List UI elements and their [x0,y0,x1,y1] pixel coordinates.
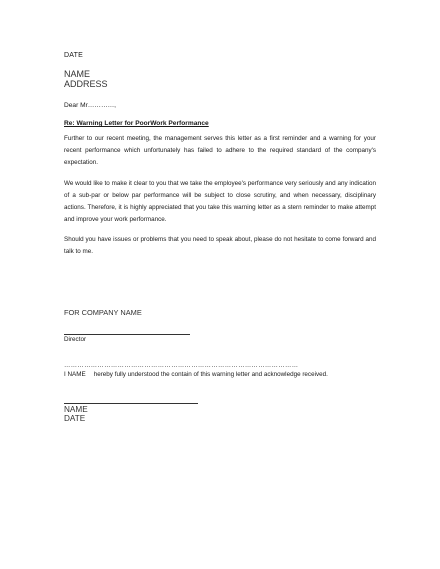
director-signature-line [64,334,190,335]
salutation: Dear Mr…………, [64,102,117,109]
body-paragraph-3: Should you have issues or problems that you need to speak about, please do not hesitate to come forward and talk to me. [64,236,376,256]
acknowledgement-dotted-line: …………………………………………………………………………………………… [64,362,299,369]
body-paragraph-2: We would like to make it clear to you that we take the employee's performance very seriously and any indication of a sub-par or below par performance will be subject to close scrutiny, and when necessary, disciplinary actions. Therefore, it is highly appreciated that you take this warning letter as a stern reminder to make attempt and improve your work performance. [64,180,376,224]
acknowledgement-name-label: I NAME [64,371,86,378]
employee-name: NAME [64,405,88,414]
body-paragraph-1: Further to our recent meeting, the management serves this letter as a first reminder and a warning for your recent performance which unfortunately has failed to adhere to the required standard of the company's expectation. [64,135,376,167]
recipient-block [64,69,108,89]
company-name: FOR COMPANY NAME [64,308,142,317]
employee-signature-block [64,405,88,424]
acknowledgement-statement [64,371,328,378]
signer-title: Director [64,336,87,343]
recipient-name: NAME [64,69,91,79]
employee-signature-line [64,403,198,404]
employee-date: DATE [64,414,86,424]
letter-date: DATE [64,52,83,59]
recipient-address: ADDRESS [64,79,108,89]
acknowledgement-text: hereby fully understood the contain of this warning letter and acknowledge received. [93,371,328,378]
subject-line: Re: Warning Letter for PoorWork Performance [64,120,209,127]
